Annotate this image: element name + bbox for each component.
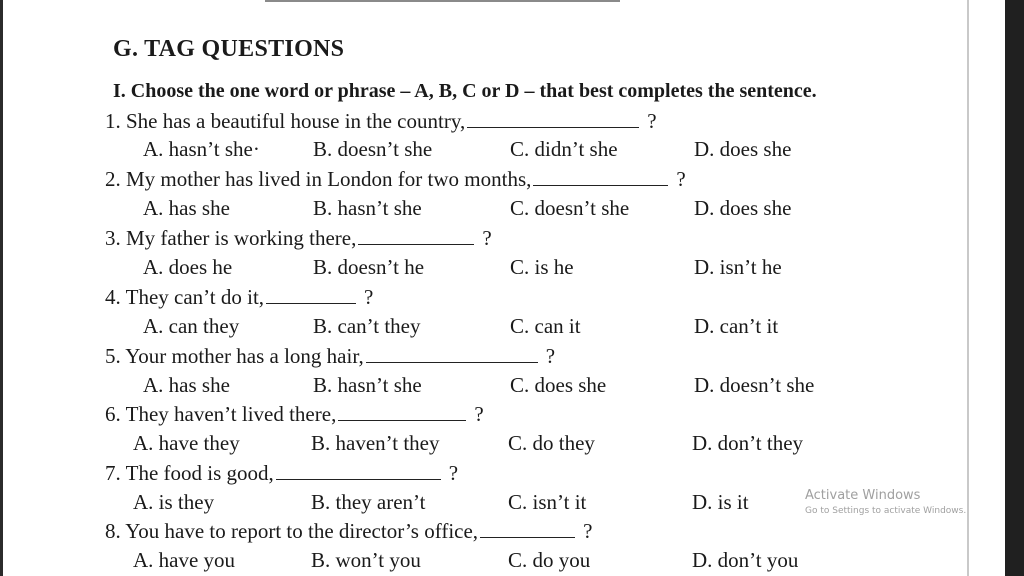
- question-8: [105, 519, 592, 544]
- question-7: [105, 461, 458, 486]
- option-d: D. can’t it: [694, 314, 779, 338]
- question-text: 6. They haven’t lived there,: [105, 402, 337, 426]
- activate-windows-watermark: [805, 488, 966, 516]
- top-rule: [265, 0, 620, 2]
- answer-blank: [358, 243, 474, 245]
- instruction: I. Choose the one word or phrase – A, B, C or D – that best completes the sentence.: [113, 80, 817, 102]
- option-b: B. doesn’t she: [313, 137, 433, 161]
- answer-blank: [276, 478, 441, 480]
- option-c: C. didn’t she: [510, 137, 618, 161]
- question-3: [105, 226, 492, 251]
- option-b: B. doesn’t he: [313, 255, 425, 279]
- option-b: B. won’t you: [311, 548, 421, 572]
- question-mark: ?: [545, 344, 556, 368]
- option-a: A. has she: [143, 196, 230, 220]
- option-d: D. is it: [692, 490, 749, 514]
- option-d: D. don’t they: [692, 431, 804, 455]
- option-b: B. haven’t they: [311, 431, 440, 455]
- question-6: [105, 402, 484, 427]
- question-5: [105, 344, 555, 369]
- option-d: D. isn’t he: [694, 255, 782, 279]
- page-edge-line: [967, 0, 969, 576]
- question-text: 3. My father is working there,: [105, 226, 357, 250]
- question-2: [105, 167, 686, 192]
- answer-blank: [338, 419, 466, 421]
- watermark-title: Activate Windows: [805, 488, 921, 503]
- question-text: 8. You have to report to the director’s office,: [105, 519, 479, 543]
- option-b: B. hasn’t she: [313, 196, 422, 220]
- option-a: A. is they: [133, 490, 215, 514]
- option-a: A. have they: [133, 431, 240, 455]
- answer-blank: [366, 361, 538, 363]
- section-title: G. TAG QUESTIONS: [113, 36, 345, 62]
- question-mark: ?: [448, 461, 459, 485]
- question-text: 5. Your mother has a long hair,: [105, 344, 364, 368]
- question-text: 1. She has a beautiful house in the country,: [105, 109, 466, 133]
- option-a: A. have you: [133, 548, 236, 572]
- option-b: B. can’t they: [313, 314, 421, 338]
- option-c: C. isn’t it: [508, 490, 587, 514]
- option-c: C. doesn’t she: [510, 196, 630, 220]
- right-border: [1005, 0, 1024, 576]
- option-b: B. hasn’t she: [313, 373, 422, 397]
- question-mark: ?: [482, 226, 492, 250]
- option-c: C. can it: [510, 314, 581, 338]
- option-a: A. can they: [143, 314, 240, 338]
- question-text: 2. My mother has lived in London for two months,: [105, 167, 532, 191]
- option-c: C. do you: [508, 548, 591, 572]
- question-mark: ?: [647, 109, 657, 133]
- option-b: B. they aren’t: [311, 490, 426, 514]
- answer-blank: [266, 302, 356, 304]
- question-mark: ?: [583, 519, 593, 543]
- option-d: D. doesn’t she: [694, 373, 815, 397]
- option-c: C. is he: [510, 255, 574, 279]
- option-a: A. has she: [143, 373, 230, 397]
- answer-blank: [533, 184, 668, 186]
- option-c: C. do they: [508, 431, 595, 455]
- option-d: D. does she: [694, 137, 792, 161]
- option-d: D. does she: [694, 196, 792, 220]
- question-text: 4. They can’t do it,: [105, 285, 265, 309]
- question-mark: ?: [676, 167, 686, 191]
- option-c: C. does she: [510, 373, 607, 397]
- option-a: A. hasn’t she·: [143, 137, 260, 161]
- option-d: D. don’t you: [692, 548, 799, 572]
- watermark-subtitle: Go to Settings to activate Windows.: [805, 506, 967, 516]
- question-mark: ?: [474, 402, 484, 426]
- question-mark: ?: [364, 285, 374, 309]
- answer-blank: [467, 126, 639, 128]
- question-text: 7. The food is good,: [105, 461, 274, 485]
- question-1: [105, 109, 657, 134]
- left-border: [0, 0, 3, 576]
- question-4: [105, 285, 373, 310]
- answer-blank: [480, 536, 575, 538]
- option-a: A. does he: [143, 255, 233, 279]
